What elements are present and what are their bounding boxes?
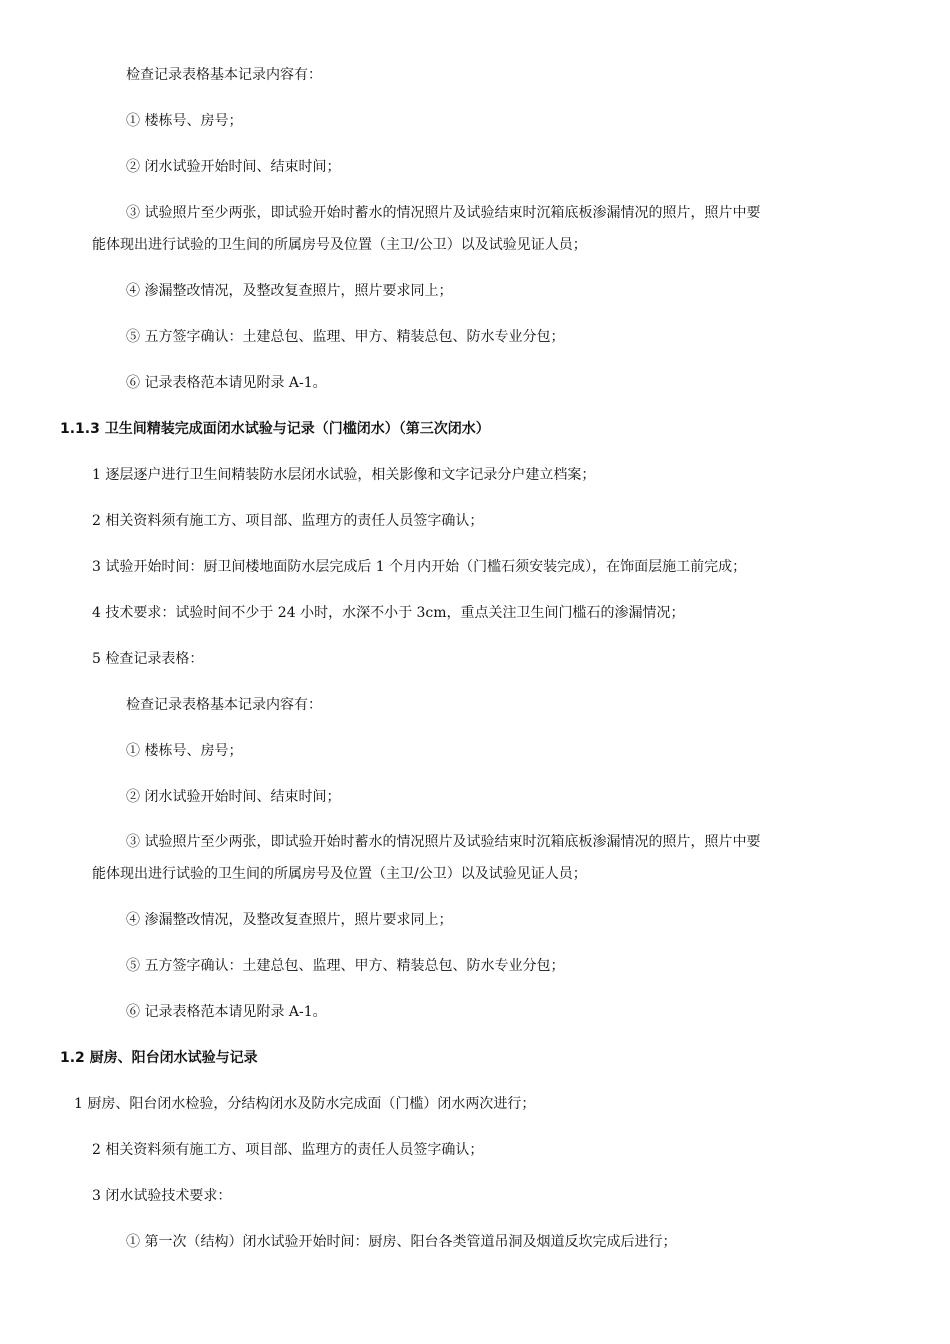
list-item: ⑤ 五方签字确认：土建总包、监理、甲方、精装总包、防水专业分包； <box>126 958 565 974</box>
paragraph: 检查记录表格基本记录内容有： <box>126 697 322 713</box>
list-item-continuation: 能体现出进行试验的卫生间的所属房号及位置（主卫/公卫）以及试验见证人员； <box>92 237 587 253</box>
numbered-item: 2 相关资料须有施工方、项目部、监理方的责任人员签字确认； <box>92 1142 484 1158</box>
list-item: ③ 试验照片至少两张，即试验开始时蓄水的情况照片及试验结束时沉箱底板渗漏情况的照片，照片中要 <box>126 205 761 221</box>
numbered-item: 1 厨房、阳台闭水检验，分结构闭水及防水完成面（门槛）闭水两次进行； <box>74 1096 536 1112</box>
numbered-item: 3 试验开始时间：厨卫间楼地面防水层完成后 1 个月内开始（门槛石须安装完成），在饰面层施工前完成； <box>92 559 747 575</box>
list-item: ③ 试验照片至少两张，即试验开始时蓄水的情况照片及试验结束时沉箱底板渗漏情况的照片，照片中要 <box>126 834 761 850</box>
list-item-continuation: 能体现出进行试验的卫生间的所属房号及位置（主卫/公卫）以及试验见证人员； <box>92 866 587 882</box>
section-heading: 1.2 厨房、阳台闭水试验与记录 <box>60 1050 258 1066</box>
section-heading: 1.1.3 卫生间精装完成面闭水试验与记录（门槛闭水）（第三次闭水） <box>60 421 490 437</box>
list-item: ① 第一次（结构）闭水试验开始时间：厨房、阳台各类管道吊洞及烟道反坎完成后进行； <box>126 1234 677 1250</box>
numbered-item: 5 检查记录表格： <box>92 651 204 667</box>
list-item: ⑥ 记录表格范本请见附录 A-1。 <box>126 1004 327 1020</box>
list-item: ② 闭水试验开始时间、结束时间； <box>126 789 341 805</box>
list-item: ⑤ 五方签字确认：土建总包、监理、甲方、精装总包、防水专业分包； <box>126 329 565 345</box>
numbered-item: 3 闭水试验技术要求： <box>92 1188 232 1204</box>
list-item: ② 闭水试验开始时间、结束时间； <box>126 159 341 175</box>
paragraph: 检查记录表格基本记录内容有： <box>126 67 322 83</box>
list-item: ④ 渗漏整改情况，及整改复查照片，照片要求同上； <box>126 283 453 299</box>
list-item: ① 楼栋号、房号； <box>126 113 243 129</box>
list-item: ① 楼栋号、房号； <box>126 743 243 759</box>
numbered-item: 4 技术要求：试验时间不少于 24 小时，水深不小于 3cm，重点关注卫生间门槛石的渗漏情况； <box>92 605 685 621</box>
list-item: ④ 渗漏整改情况，及整改复查照片，照片要求同上； <box>126 912 453 928</box>
numbered-item: 2 相关资料须有施工方、项目部、监理方的责任人员签字确认； <box>92 513 484 529</box>
list-item: ⑥ 记录表格范本请见附录 A-1。 <box>126 375 327 391</box>
numbered-item: 1 逐层逐户进行卫生间精装防水层闭水试验，相关影像和文字记录分户建立档案； <box>92 467 596 483</box>
